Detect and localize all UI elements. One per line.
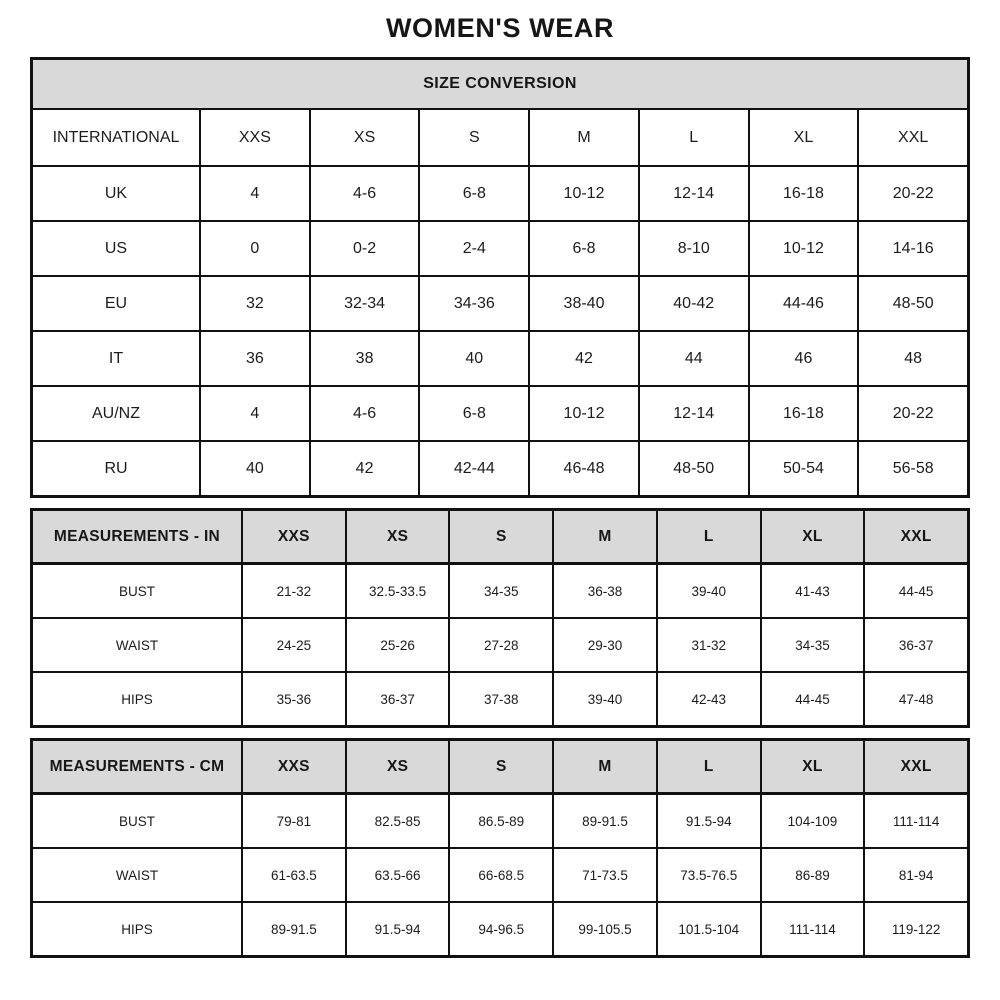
cell: 39-40 (552, 673, 656, 725)
cell: 111-114 (863, 795, 967, 847)
col-header-xxs: XXS (199, 110, 309, 165)
cell: 36 (199, 332, 309, 385)
table-row-eu (33, 275, 967, 330)
cell: 111-114 (760, 903, 864, 955)
cell: 8-10 (638, 222, 748, 275)
cell: 2-4 (418, 222, 528, 275)
page-title: WOMEN'S WEAR (385, 13, 615, 43)
col-header-xxl: XXL (863, 511, 967, 562)
cell: 34-35 (448, 565, 552, 617)
col-header-s: S (418, 110, 528, 165)
measurements-in-table (30, 508, 970, 728)
cell: 48-50 (638, 442, 748, 495)
row-label: EU (104, 294, 128, 312)
cell: 40-42 (638, 277, 748, 330)
table-row-waist (33, 847, 967, 901)
row-label: RU (104, 459, 128, 477)
cell: 46-48 (528, 442, 638, 495)
cell: 6-8 (418, 387, 528, 440)
row-label: AU/NZ (92, 404, 140, 422)
row-label: WAIST (115, 867, 159, 883)
cell: 73.5-76.5 (656, 849, 760, 901)
cell: 12-14 (638, 167, 748, 220)
cell: 119-122 (863, 903, 967, 955)
cell: 40 (418, 332, 528, 385)
measurements-in-header-row (33, 511, 967, 563)
cell: 27-28 (448, 619, 552, 671)
cell: 40 (199, 442, 309, 495)
cell: 82.5-85 (345, 795, 449, 847)
cell: 104-109 (760, 795, 864, 847)
cell: 81-94 (863, 849, 967, 901)
cell: 42-43 (656, 673, 760, 725)
cell: 71-73.5 (552, 849, 656, 901)
table-row-bust (33, 563, 967, 617)
cell: 31-32 (656, 619, 760, 671)
cell: 35-36 (241, 673, 345, 725)
cell: 38 (309, 332, 419, 385)
table-row-ru (33, 440, 967, 495)
col-header-xxl: XXL (863, 741, 967, 792)
col-header-measurements-cm: MEASUREMENTS - CM (49, 757, 225, 775)
cell: 44-45 (863, 565, 967, 617)
table-row-uk (33, 165, 967, 220)
table-row-waist (33, 617, 967, 671)
cell: 4-6 (309, 387, 419, 440)
cell: 4 (199, 387, 309, 440)
col-header-l: L (656, 511, 760, 562)
cell: 16-18 (748, 387, 858, 440)
cell: 44-45 (760, 673, 864, 725)
cell: 48 (857, 332, 967, 385)
cell: 39-40 (656, 565, 760, 617)
col-header-m: M (552, 741, 656, 792)
cell: 50-54 (748, 442, 858, 495)
size-conversion-title: SIZE CONVERSION (33, 60, 967, 110)
col-header-xs: XS (309, 110, 419, 165)
row-label: UK (104, 184, 128, 202)
col-header-xxl: XXL (857, 110, 967, 165)
cell: 20-22 (857, 387, 967, 440)
cell: 91.5-94 (345, 903, 449, 955)
cell: 42 (528, 332, 638, 385)
cell: 101.5-104 (656, 903, 760, 955)
col-header-m: M (552, 511, 656, 562)
cell: 36-37 (863, 619, 967, 671)
cell: 37-38 (448, 673, 552, 725)
measurements-cm-table (30, 738, 970, 958)
cell: 66-68.5 (448, 849, 552, 901)
col-header-m: M (528, 110, 638, 165)
table-row-hips (33, 901, 967, 955)
cell: 20-22 (857, 167, 967, 220)
cell: 21-32 (241, 565, 345, 617)
table-row-aunz (33, 385, 967, 440)
cell: 25-26 (345, 619, 449, 671)
col-header-xs: XS (345, 511, 449, 562)
cell: 91.5-94 (656, 795, 760, 847)
col-header-l: L (656, 741, 760, 792)
table-row-it (33, 330, 967, 385)
cell: 4-6 (309, 167, 419, 220)
col-header-xl: XL (748, 110, 858, 165)
row-label: IT (108, 349, 124, 367)
cell: 32.5-33.5 (345, 565, 449, 617)
col-header-s: S (448, 741, 552, 792)
cell: 94-96.5 (448, 903, 552, 955)
cell: 10-12 (528, 387, 638, 440)
cell: 36-38 (552, 565, 656, 617)
cell: 12-14 (638, 387, 748, 440)
cell: 79-81 (241, 795, 345, 847)
cell: 36-37 (345, 673, 449, 725)
cell: 56-58 (857, 442, 967, 495)
row-label: WAIST (115, 637, 159, 653)
cell: 38-40 (528, 277, 638, 330)
cell: 32 (199, 277, 309, 330)
measurements-cm-header-row (33, 741, 967, 793)
row-label: US (104, 239, 128, 257)
cell: 42 (309, 442, 419, 495)
cell: 46 (748, 332, 858, 385)
row-label: BUST (118, 813, 155, 829)
row-label: BUST (118, 583, 155, 599)
cell: 44 (638, 332, 748, 385)
cell: 47-48 (863, 673, 967, 725)
cell: 34-35 (760, 619, 864, 671)
row-label: HIPS (121, 921, 153, 937)
col-header-xl: XL (760, 741, 864, 792)
cell: 6-8 (528, 222, 638, 275)
cell: 34-36 (418, 277, 528, 330)
cell: 86-89 (760, 849, 864, 901)
cell: 10-12 (528, 167, 638, 220)
cell: 61-63.5 (241, 849, 345, 901)
col-header-l: L (638, 110, 748, 165)
cell: 6-8 (418, 167, 528, 220)
size-conversion-table (30, 57, 970, 498)
cell: 29-30 (552, 619, 656, 671)
cell: 16-18 (748, 167, 858, 220)
cell: 48-50 (857, 277, 967, 330)
table-row-bust (33, 793, 967, 847)
cell: 42-44 (418, 442, 528, 495)
cell: 0 (199, 222, 309, 275)
cell: 86.5-89 (448, 795, 552, 847)
cell: 32-34 (309, 277, 419, 330)
cell: 63.5-66 (345, 849, 449, 901)
col-header-s: S (448, 511, 552, 562)
col-header-xxs: XXS (241, 511, 345, 562)
col-header-international: INTERNATIONAL (52, 128, 180, 146)
cell: 4 (199, 167, 309, 220)
cell: 10-12 (748, 222, 858, 275)
col-header-xs: XS (345, 741, 449, 792)
table-row-us (33, 220, 967, 275)
size-conversion-header-row (33, 110, 967, 165)
cell: 24-25 (241, 619, 345, 671)
cell: 0-2 (309, 222, 419, 275)
col-header-measurements-in: MEASUREMENTS - IN (53, 527, 221, 545)
cell: 41-43 (760, 565, 864, 617)
cell: 89-91.5 (241, 903, 345, 955)
cell: 44-46 (748, 277, 858, 330)
cell: 14-16 (857, 222, 967, 275)
col-header-xxs: XXS (241, 741, 345, 792)
cell: 99-105.5 (552, 903, 656, 955)
table-row-hips (33, 671, 967, 725)
cell: 89-91.5 (552, 795, 656, 847)
row-label: HIPS (121, 691, 153, 707)
col-header-xl: XL (760, 511, 864, 562)
